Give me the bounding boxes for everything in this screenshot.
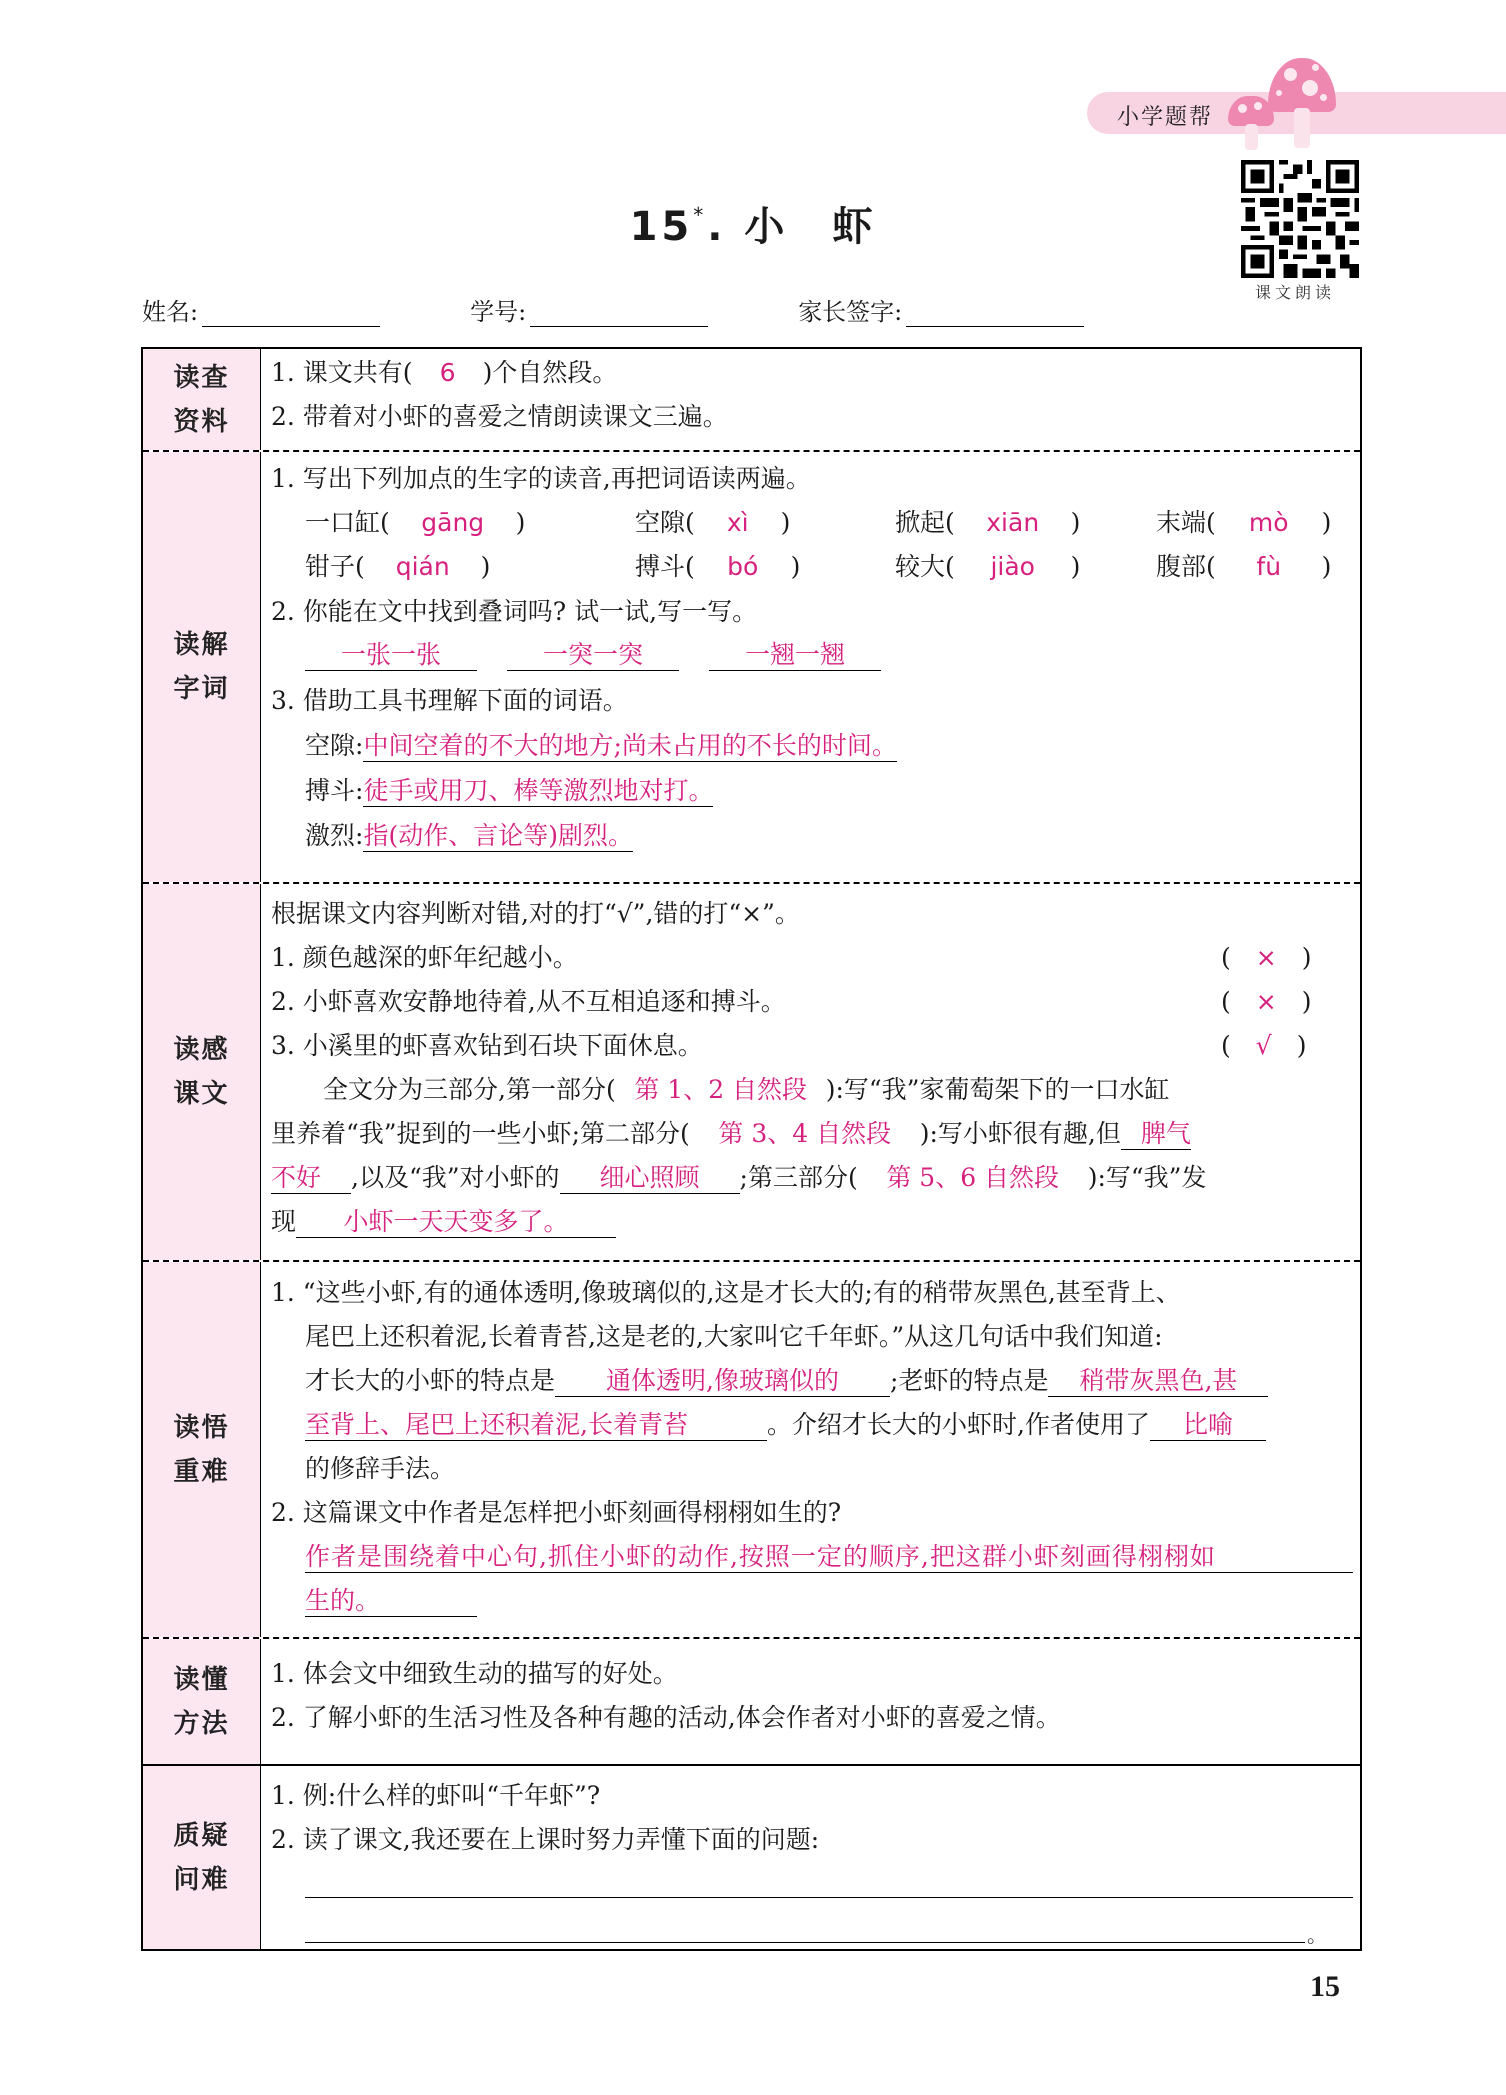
- worksheet-table: [141, 347, 1362, 1951]
- name-input[interactable]: [202, 303, 380, 327]
- lesson-number: 15: [629, 204, 694, 250]
- q1-line-5: 的修辞手法。: [305, 1454, 456, 1483]
- qr-caption: 课文朗读: [1255, 283, 1336, 302]
- section-words: [143, 450, 1360, 882]
- judgment-item: 2. 小虾喜欢安静地待着,从不互相追逐和搏斗。: [271, 987, 786, 1016]
- section-content: [261, 1262, 1360, 1637]
- judgment-item: 1. 颜色越深的虾年纪越小。: [271, 943, 578, 972]
- question-1: 1. 写出下列加点的生字的读音,再把词语读两遍。: [271, 464, 811, 493]
- section-label: 读懂 方法: [143, 1639, 261, 1764]
- student-id-label: 学号:: [470, 298, 527, 326]
- lesson-title: . 小 虾: [707, 204, 877, 250]
- question-example: 1. 例:什么样的虾叫“千年虾”?: [271, 1781, 601, 1810]
- section-label: 读解 字词: [143, 452, 261, 882]
- section-questions: [143, 1764, 1360, 1949]
- pinyin-item: 掀起( xiān ): [895, 508, 1081, 537]
- name-label: 姓名:: [142, 298, 199, 326]
- pinyin-item: 末端( mò ): [1156, 508, 1332, 537]
- optional-mark: *: [693, 203, 708, 227]
- section-content: [261, 452, 1360, 882]
- page-title: [0, 195, 1506, 252]
- summary-line-2: 里养着“我”捉到的一些小虾;第二部分( 第 3、4 自然段 ):写小虾很有趣,但 脾气: [271, 1119, 1191, 1148]
- definition-item: 激烈:指(动作、言论等)剧烈。: [305, 821, 633, 850]
- q2-answer-line-2: 生的。: [305, 1584, 477, 1618]
- brand-label: 小学题帮: [1117, 105, 1214, 130]
- large-mushroom-icon: [1268, 58, 1338, 150]
- question-1: 1. 课文共有( 6 )个自然段。: [271, 356, 617, 390]
- student-id-field[interactable]: [470, 292, 708, 327]
- question-3: 3. 借助工具书理解下面的词语。: [271, 686, 628, 715]
- section-content: [261, 1639, 1360, 1764]
- name-field[interactable]: [142, 292, 380, 327]
- method-item: 1. 体会文中细致生动的描写的好处。: [271, 1659, 678, 1688]
- pinyin-item: 腹部( fù ): [1156, 552, 1332, 581]
- section-read-check: [143, 349, 1360, 450]
- answer-line-1[interactable]: [305, 1897, 1353, 1898]
- section-label: 读感 课文: [143, 884, 261, 1260]
- definition-item: 搏斗:徒手或用刀、棒等激烈地对打。: [305, 776, 714, 805]
- judgment-answer: ( √ ): [1221, 1031, 1307, 1060]
- section-label: 读悟 重难: [143, 1262, 261, 1637]
- parent-signature-field[interactable]: [798, 292, 1084, 327]
- pinyin-item: 较大( jiào ): [895, 552, 1081, 581]
- question-2: 2. 带着对小虾的喜爱之情朗读课文三遍。: [271, 402, 728, 431]
- summary-line-1: 全文分为三部分,第一部分( 第 1、2 自然段 ):写“我”家葡萄架下的一口水缸: [323, 1075, 1170, 1104]
- page-number: 15: [1310, 1970, 1340, 2003]
- section-comprehension: [143, 882, 1360, 1260]
- answer-line-2[interactable]: [305, 1942, 1305, 1943]
- q1-line-1: 1. “这些小虾,有的通体透明,像玻璃似的,这是才长大的;有的稍带灰黑色,甚至背上、: [271, 1278, 1181, 1307]
- question-prompt: 2. 读了课文,我还要在上课时努力弄懂下面的问题:: [271, 1825, 820, 1854]
- question-2: 2. 你能在文中找到叠词吗? 试一试,写一写。: [271, 597, 758, 626]
- judgment-item: 3. 小溪里的虾喜欢钻到石块下面休息。: [271, 1031, 703, 1060]
- pinyin-item: 一口缸( gāng ): [305, 508, 526, 537]
- method-item: 2. 了解小虾的生活习性及各种有趣的活动,体会作者对小虾的喜爱之情。: [271, 1703, 1061, 1732]
- pinyin-item: 搏斗( bó ): [635, 552, 801, 581]
- q2-answer-line-1: 作者是围绕着中心句,抓住小虾的动作,按照一定的顺序,把这群小虾刻画得栩栩如: [305, 1540, 1353, 1574]
- summary-line-4: 现 小虾一天天变多了。: [271, 1205, 616, 1239]
- section-label: 读查 资料: [143, 349, 261, 450]
- student-id-input[interactable]: [530, 303, 708, 327]
- answer-paragraph-count: 6: [439, 358, 456, 387]
- judgment-answer: ( × ): [1221, 987, 1312, 1016]
- pinyin-item: 空隙( xì ): [635, 508, 791, 537]
- section-content: [261, 349, 1360, 450]
- student-info-row: [142, 292, 1174, 327]
- q1-line-2: 尾巴上还积着泥,长着青苔,这是老的,大家叫它千年虾。”从这几句话中我们知道:: [305, 1322, 1163, 1351]
- instruction: 根据课文内容判断对错,对的打“√”,错的打“×”。: [271, 899, 800, 928]
- section-content: [261, 884, 1360, 1260]
- definition-item: 空隙:中间空着的不大的地方;尚未占用的不长的时间。: [305, 731, 897, 760]
- parent-signature-label: 家长签字:: [798, 298, 903, 326]
- section-key-points: [143, 1260, 1360, 1637]
- reduplicated-answers: 一张一张 一突一突 一翘一翘: [305, 638, 881, 672]
- q1-line-3: 才长大的小虾的特点是 通体透明,像玻璃似的 ;老虾的特点是 稍带灰黑色,甚: [305, 1364, 1268, 1398]
- q1-line-4: 至背上、尾巴上还积着泥,长着青苔 。介绍才长大的小虾时,作者使用了 比喻: [305, 1408, 1266, 1442]
- end-mark: 。: [1307, 1923, 1327, 1947]
- parent-signature-input[interactable]: [906, 303, 1084, 327]
- question-2: 2. 这篇课文中作者是怎样把小虾刻画得栩栩如生的?: [271, 1498, 842, 1527]
- section-content: [261, 1766, 1360, 1949]
- judgment-answer: ( × ): [1221, 943, 1312, 972]
- section-methods: [143, 1637, 1360, 1764]
- pinyin-item: 钳子( qián ): [305, 552, 491, 581]
- section-label: 质疑 问难: [143, 1766, 261, 1949]
- summary-line-3: 不好 ,以及“我”对小虾的 细心照顾 ;第三部分( 第 5、6 自然段 ):写“我”发: [271, 1163, 1207, 1192]
